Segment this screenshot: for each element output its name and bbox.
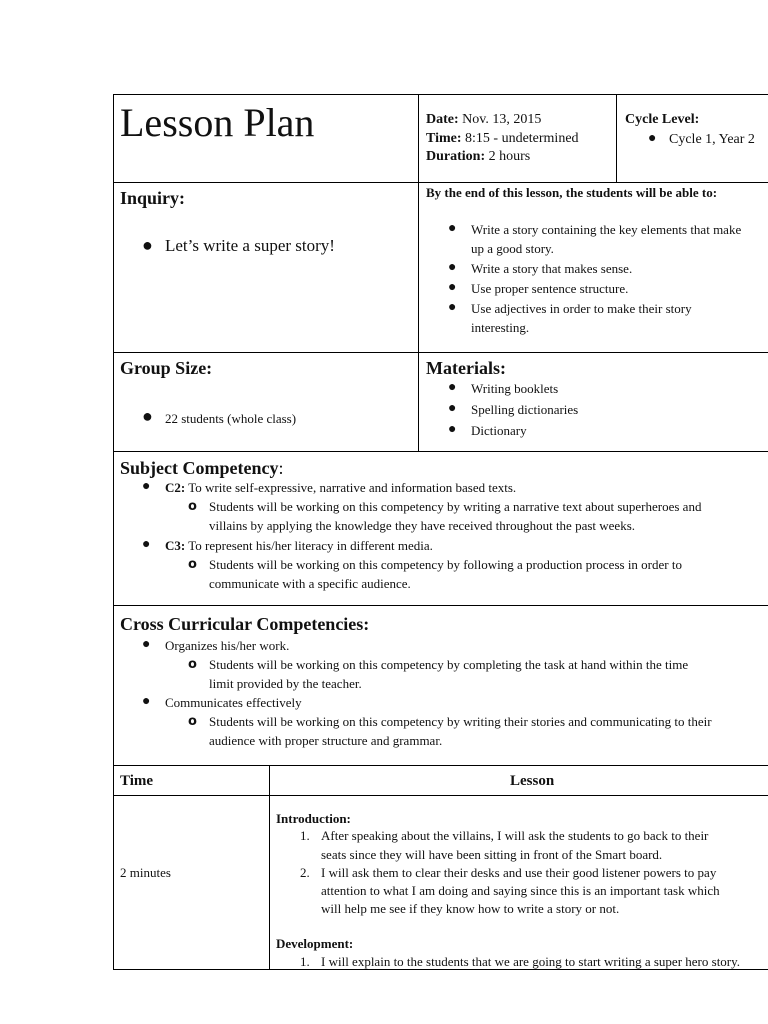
cross-item-1-detail-line-2: limit provided by the teacher. [209, 676, 362, 691]
row-divider [113, 451, 768, 452]
sub-bullet-icon: o [188, 657, 197, 672]
table-left-border [113, 94, 114, 970]
cycle-level-value: Cycle 1, Year 2 [669, 132, 755, 147]
objective-item-2: Write a story that makes sense. [471, 261, 633, 276]
list-number: 2. [300, 865, 310, 880]
objective-item-3: Use proper sentence structure. [471, 281, 629, 296]
sub-bullet-icon: o [188, 499, 197, 514]
bullet-icon: ● [142, 406, 153, 426]
competency-c3-code: C3: [165, 538, 186, 553]
cross-item-2-detail-line-2: audience with proper structure and grammar. [209, 733, 443, 748]
objective-item-1-line-2: up a good story. [471, 241, 554, 256]
cross-item-1-detail-line-1: Students will be working on this competency by completing the task at hand within the time [209, 657, 689, 672]
row-divider [113, 765, 768, 766]
bullet-icon: ● [648, 131, 657, 146]
competency-c2 [165, 480, 516, 496]
row-divider [113, 795, 768, 796]
objective-item-4-line-2: interesting. [471, 320, 530, 335]
table-top-border [113, 94, 768, 95]
sub-bullet-icon: o [188, 714, 197, 729]
bullet-icon: ● [448, 401, 457, 416]
intro-item-1-line-2: seats since they will have been sitting in front of the Smart board. [321, 847, 663, 862]
column-divider [616, 94, 617, 182]
cross-item-1: Organizes his/her work. [165, 638, 290, 653]
time-line [426, 131, 579, 147]
duration-label: Duration: [426, 149, 486, 164]
bullet-icon: ● [142, 694, 151, 709]
competency-c3-text: To represent his/her literacy in different media. [188, 538, 433, 553]
list-number: 1. [300, 954, 310, 969]
cross-item-2: Communicates effectively [165, 695, 302, 710]
bullet-icon: ● [142, 637, 151, 652]
inquiry-heading: Inquiry: [120, 188, 186, 208]
competency-c3-detail-line-2: communicate with a specific audience. [209, 576, 411, 591]
competency-c2-code: C2: [165, 480, 186, 495]
sub-bullet-icon: o [188, 557, 197, 572]
bullet-icon: ● [142, 537, 151, 552]
competency-c2-detail-line-1: Students will be working on this competency by writing a narrative text about superheroes and [209, 499, 702, 514]
list-number: 1. [300, 828, 310, 843]
competency-c3-detail-line-1: Students will be working on this competency by following a production process in order to [209, 557, 682, 572]
subject-competency-title: Subject Competency [120, 458, 279, 478]
material-item: Spelling dictionaries [471, 402, 579, 417]
bullet-icon: ● [448, 422, 457, 437]
time-column-header: Time [120, 773, 154, 789]
row-divider [113, 182, 768, 183]
objective-item-1-line-1: Write a story containing the key elements that make [471, 222, 742, 237]
intro-item-2-line-3: will help me see if they know how to write a story or not. [321, 901, 620, 916]
development-heading: Development: [276, 936, 354, 951]
intro-item-2-line-1: I will ask them to clear their desks and use their good listener powers to pay [321, 865, 717, 880]
column-divider [269, 765, 270, 969]
competency-c3 [165, 538, 433, 554]
group-size-item: 22 students (whole class) [165, 411, 297, 426]
bullet-icon: ● [448, 380, 457, 395]
intro-item-2-line-2: attention to what I am doing and saying since this is an important task which [321, 883, 720, 898]
group-size-heading: Group Size: [120, 358, 213, 378]
materials-heading: Materials: [426, 358, 506, 378]
material-item: Writing booklets [471, 381, 559, 396]
row-divider [113, 352, 768, 353]
subject-competency-colon: : [278, 458, 284, 478]
subject-competency-heading [120, 458, 284, 478]
row-divider [113, 605, 768, 606]
page-title: Lesson Plan [120, 100, 315, 145]
bullet-icon: ● [448, 221, 457, 236]
objectives-heading: By the end of this lesson, the students will be able to: [426, 185, 718, 200]
competency-c2-detail-line-2: villains by applying the knowledge they have received throughout the past weeks. [209, 518, 635, 533]
date-label: Date: [426, 112, 459, 127]
bullet-icon: ● [448, 260, 457, 275]
bullet-icon: ● [448, 280, 457, 295]
date-value: Nov. 13, 2015 [462, 112, 542, 127]
bullet-icon: ● [448, 300, 457, 315]
cycle-level-label: Cycle Level: [625, 112, 700, 127]
cross-curricular-heading: Cross Curricular Competencies: [120, 614, 370, 634]
cross-item-2-detail-line-1: Students will be working on this competency by writing their stories and communicating to their [209, 714, 712, 729]
inquiry-item: Let’s write a super story! [165, 236, 335, 255]
objective-item-4-line-1: Use adjectives in order to make their story [471, 301, 692, 316]
lesson-column-header: Lesson [510, 773, 555, 789]
competency-c2-text: To write self-expressive, narrative and information based texts. [188, 480, 517, 495]
column-divider [418, 94, 419, 451]
date-line [426, 112, 541, 128]
duration-value: 2 hours [488, 149, 531, 164]
bullet-icon: ● [142, 479, 151, 494]
time-label: Time: [426, 131, 462, 146]
dev-item-1: I will explain to the students that we are going to start writing a super hero story. [321, 954, 741, 969]
duration-line [426, 149, 530, 165]
bullet-icon: ● [142, 235, 153, 255]
introduction-heading: Introduction: [276, 811, 351, 826]
material-item: Dictionary [471, 423, 527, 438]
time-value: 8:15 - undetermined [465, 131, 579, 146]
row-time: 2 minutes [120, 865, 171, 880]
intro-item-1-line-1: After speaking about the villains, I will ask the students to go back to their [321, 828, 709, 843]
